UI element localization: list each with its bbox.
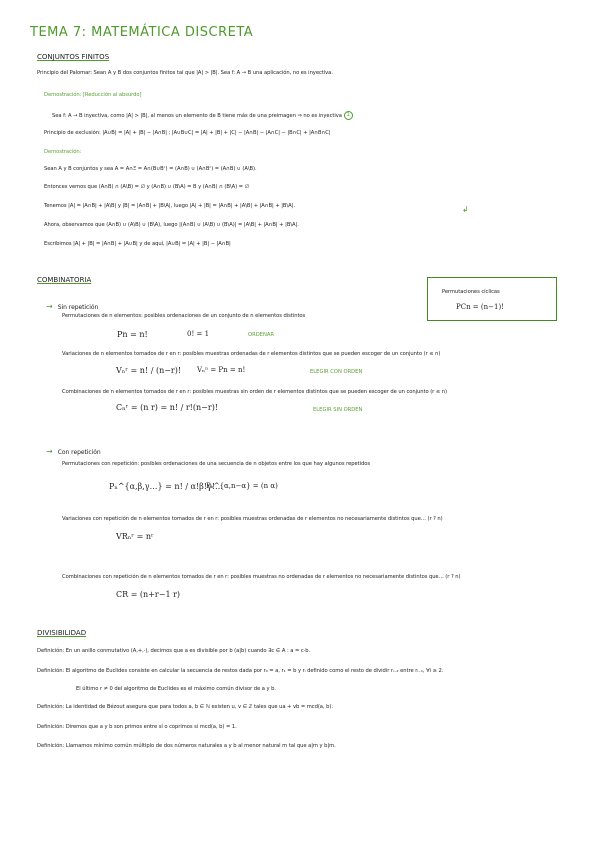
- euclides-mcd: El último r ≠ 0 del algoritmo de Euclides es el máximo común divisor de a y b.: [76, 686, 276, 692]
- var-formula-2: Vₙⁿ = Pn = n!: [197, 366, 246, 374]
- section-heading-divisibilidad: DIVISIBILIDAD: [37, 629, 87, 637]
- section-heading-conjuntos: CONJUNTOS FINITOS: [37, 53, 110, 61]
- perm-zero-formula: 0! = 1: [187, 330, 210, 338]
- page-title: TEMA 7: MATEMÁTICA DISCRETA: [30, 25, 254, 40]
- return-arrow-icon: ↲: [462, 205, 469, 214]
- circled-number: 1: [344, 111, 353, 120]
- con-repeticion-row: [46, 439, 101, 458]
- def-divisible: Definición: En un anillo conmutativo (A,+,·), decimos que a es divisible por b (a|b) cuando ∃c ∈ A : a = c·b.: [37, 648, 311, 654]
- def-euclides: Definición: El algoritmo de Euclides consiste en calcular la secuencia de restos dada por r₀ = a, r₁ = b y rᵢ definido como el resto de dividir rᵢ₋₂ entre rᵢ₋₁, ∀i ≥ 2.: [37, 668, 444, 674]
- def-mcm: Definición: Llamamos mínimo común múltiplo de dos números naturales a y b al menor natural m tal que a|m y b|m.: [37, 743, 336, 749]
- sin-repeticion-row: [46, 294, 98, 313]
- demo-line-3: Tenemos |A| = |A∩B| + |A\B| y |B| = |A∩B| + |B\A|, luego |A| + |B| = |A∩B| + |A\B| + |A∩B| + |B\A|.: [44, 203, 295, 209]
- demo-line-1: Sean A y B conjuntos y sea A = A∩Ξ = A∩(B∪Bᶜ) = (A∩B) ∪ (A∩Bᶜ) = (A∩B) ∪ (A\B).: [44, 166, 257, 172]
- comb-formula: Cₙʳ = (n r) = n! / r!(n−r)!: [116, 403, 219, 412]
- comb-rep-line: Combinaciones con repetición de n elementos tomados de r en r: posibles muestras no ordenadas de r elementos no necesariamente distintos que… (r ? n): [62, 574, 461, 580]
- variaciones-line: Variaciones de n elementos tomados de r en r: posibles muestras ordenadas de r elementos distintos que se pueden escoger de un conjunto (r ≤ n): [62, 351, 441, 357]
- combinaciones-line: Combinaciones de n elementos tomados de r en r: posibles muestras sin orden de r elementos distintos que se pueden escoger de un conjunto (r ≤ n): [62, 389, 447, 395]
- perm-rep-formula: Pₙ^{α,β,γ…} = n! / α!β!γ!…: [109, 482, 224, 491]
- palomar-proof-text: Sea f: A → B inyectiva, como |A| > |B|, al menos un elemento de B tiene más de una preimagen ⇒ no es inyectiva: [52, 113, 342, 119]
- perm-rep-formula-2: Pₙ^{α,n−α} = (n α): [206, 482, 278, 490]
- demo-line-2: Entonces vemos que (A∩B) ∩ (A\B) = ∅ y (A∩B) ∪ (B\A) = B y (A∩B) ∩ (B\A) = ∅: [44, 184, 250, 190]
- var-rep-formula: VRₙʳ = nʳ: [116, 532, 154, 541]
- sin-repeticion-label: Sin repetición: [57, 304, 99, 311]
- var-note: ELEGIR CON ORDEN: [310, 369, 363, 375]
- ciclicas-title: Permutaciones cíclicas: [442, 289, 500, 295]
- comb-note: ELEGIR SIN ORDEN: [313, 407, 363, 413]
- arrow-right-icon: →: [46, 447, 53, 456]
- comb-rep-formula: CR = (n+r−1 r): [116, 590, 181, 599]
- var-formula: Vₙʳ = n! / (n−r)!: [116, 366, 182, 375]
- arrow-right-icon: →: [46, 302, 53, 311]
- exclusion-line: Principio de exclusión: |A∪B| = |A| + |B| − |A∩B| ; |A∪B∪C| = |A| + |B| + |C| − |A∩B| − |A∩C| − |B∩C| + |A∩B∩C|: [44, 130, 331, 136]
- palomar-proof-line: [52, 111, 353, 120]
- perm-rep-line: Permutaciones con repetición: posibles ordenaciones de una secuencia de n objetos entre los que hay algunos repetidos: [62, 461, 371, 467]
- perm-note: ORDENAR: [248, 332, 274, 338]
- ciclicas-formula: PCn = (n−1)!: [456, 303, 504, 311]
- demo-line-4: Ahora, observamos que (A∩B) ∪ (A\B) ∪ (B\A), luego |(A∩B) ∪ (A\B) ∪ (B\A)| = |A\B| + |A∩B| + |B\A|.: [44, 222, 299, 228]
- demo-line-5: Escribimos |A| + |B| = |A∩B| + |A∪B| y de aquí, |A∪B| = |A| + |B| − |A∩B|: [44, 241, 231, 247]
- perm-formula: Pn = n!: [117, 330, 148, 339]
- def-bezout: Definición: La identidad de Bézout asegura que para todos a, b ∈ ℕ existen u, v ∈ ℤ tales que ua + vb = mcd(a, b).: [37, 704, 333, 710]
- ciclicas-box: [427, 277, 557, 321]
- section-heading-combinatoria: COMBINATORIA: [37, 276, 92, 284]
- permutaciones-line: Permutaciones de n elementos: posibles ordenaciones de un conjunto de n elementos distintos: [62, 313, 306, 319]
- var-rep-line: Variaciones con repetición de n elementos tomados de r en r: posibles muestras ordenadas de r elementos no necesariamente distintos que… (r ? n): [62, 516, 443, 522]
- demo-label-2: Demostración:: [44, 149, 82, 155]
- con-repeticion-label: Con repetición: [57, 449, 101, 456]
- demo-label-1: Demostración: [Reducción al absurdo]: [44, 92, 142, 98]
- palomar-line: Principio del Palomar: Sean A y B dos conjuntos finitos tal que |A| > |B|. Sea f: A → B una aplicación, no es inyectiva.: [37, 70, 333, 76]
- def-coprimos: Definición: Diremos que a y b son primos entre sí o coprimos si mcd(a, b) = 1.: [37, 724, 237, 730]
